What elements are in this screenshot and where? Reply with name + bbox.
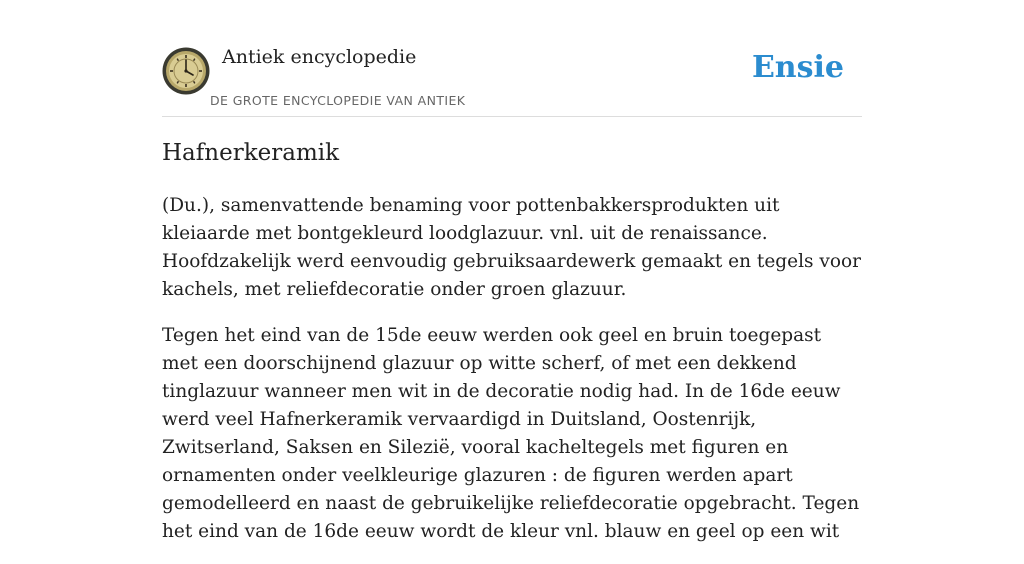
article-paragraph: (Du.), samenvattende benaming voor pottenbakkersprodukten uit kleiaarde met bontgekleurd loodglazuur. vnl. uit de renaissance. Hoofdzakelijk werd eenvoudig gebruiksaardewerk gemaakt en tegels voor kachels, met reliefdecoratie onder groen glazuur. [162,195,861,300]
antique-clock-icon[interactable] [162,47,210,95]
site-title[interactable]: Antiek encyclopedie [222,46,417,68]
article-body [162,192,862,564]
site-header [162,0,862,117]
site-subtitle: DE GROTE ENCYCLOPEDIE VAN ANTIEK [210,93,466,108]
article-paragraph: Tegen het eind van de 15de eeuw werden ook geel en bruin toegepast met een doorschijnend glazuur op witte scherf, of met een dekkend tinglazuur wanneer men wit in de decoratie nodig had. In de 16de eeuw werd veel Hafnerkeramik vervaardigd in Duitsland, Oostenrijk, Zwitserland, Saksen en Silezië, vooral kacheltegels met figuren en ornamenten onder veelkleurige glazuren : de figuren werden apart gemodelleerd en naast de gebruikelijke reliefdecoratie opgebracht. Tegen het eind van de 16de eeuw wordt de kleur vnl. blauw en geel op een wit [162,325,860,542]
article-title: Hafnerkeramik [162,140,340,166]
page-container [162,0,862,542]
brand-logo-link[interactable]: Ensie [751,50,844,85]
